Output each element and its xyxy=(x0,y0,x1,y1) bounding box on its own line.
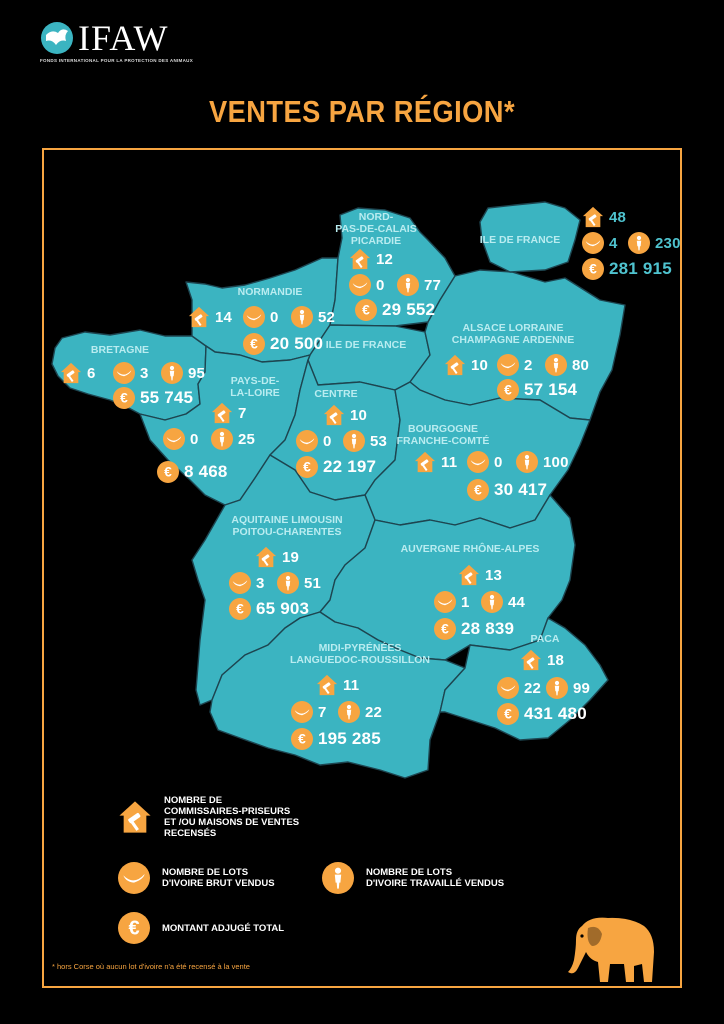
pdl-worked-lots-value: 25 xyxy=(238,430,256,448)
euro-icon xyxy=(296,456,318,478)
centre-worked-lots xyxy=(343,430,387,452)
gavel-house-icon xyxy=(582,206,604,228)
figurine-icon xyxy=(322,862,354,894)
page-title: VENTES PAR RÉGION* xyxy=(208,94,516,129)
aquitaine-raw-lots-value: 3 xyxy=(256,574,265,592)
centre-worked-lots-value: 53 xyxy=(370,432,388,450)
tusk-icon xyxy=(243,306,265,328)
normandie-auctioneers xyxy=(188,306,232,328)
region-label-idf: ILE DE FRANCE xyxy=(325,339,407,351)
bretagne-worked-lots xyxy=(161,362,205,384)
tusk-icon xyxy=(291,701,313,723)
auvergne-auctioneers-value: 13 xyxy=(485,566,503,584)
pdl-worked-lots xyxy=(211,428,255,450)
gavel-house-icon xyxy=(349,248,371,270)
pdl-raw-lots-value: 0 xyxy=(190,430,199,448)
gavel-house-icon xyxy=(323,404,345,426)
figurine-icon xyxy=(546,677,568,699)
gavel-house-icon xyxy=(414,451,436,473)
bretagne-total xyxy=(113,387,193,409)
idf-raw-lots xyxy=(582,232,618,254)
tusk-icon xyxy=(434,591,456,613)
midi-raw-lots xyxy=(291,701,327,723)
euro-icon xyxy=(497,703,519,725)
normandie-worked-lots xyxy=(291,306,335,328)
euro-icon xyxy=(291,728,313,750)
idf-worked-lots xyxy=(628,232,681,254)
legend-raw xyxy=(118,862,275,894)
legend-worked xyxy=(322,862,504,894)
centre-auctioneers-value: 10 xyxy=(350,406,368,424)
figurine-icon xyxy=(338,701,360,723)
bourgogne-auctioneers xyxy=(414,451,457,473)
aquitaine-auctioneers-value: 19 xyxy=(282,548,300,566)
midi-worked-lots xyxy=(338,701,382,723)
paca-raw-lots xyxy=(497,677,541,699)
region-label-bourgogne: BOURGOGNE FRANCHE-COMTÉ xyxy=(396,423,490,447)
normandie-total-value: 20 500 xyxy=(270,334,324,353)
region-label-normandie: NORMANDIE xyxy=(237,286,303,298)
aquitaine-raw-lots xyxy=(229,572,265,594)
euro-icon xyxy=(243,333,265,355)
pdl-auctioneers xyxy=(211,402,247,424)
idf-total-value: 281 915 xyxy=(609,259,672,278)
region-label-aquitaine: AQUITAINE LIMOUSIN POITOU-CHARENTES xyxy=(231,514,343,538)
bretagne-auctioneers xyxy=(60,362,96,384)
region-label-auvergne: AUVERGNE RHÔNE-ALPES xyxy=(400,543,540,555)
tusk-icon xyxy=(497,354,519,376)
gavel-house-icon xyxy=(118,800,152,834)
alsace-auctioneers xyxy=(444,354,488,376)
figurine-icon xyxy=(277,572,299,594)
figurine-icon xyxy=(545,354,567,376)
centre-auctioneers xyxy=(323,404,367,426)
idf-worked-lots-value: 230 xyxy=(655,234,681,252)
euro-icon xyxy=(497,379,519,401)
bretagne-raw-lots xyxy=(113,362,149,384)
gavel-house-icon xyxy=(211,402,233,424)
midi-total xyxy=(291,728,381,750)
bretagne-worked-lots-value: 95 xyxy=(188,364,206,382)
paca-total-value: 431 480 xyxy=(524,704,587,723)
alsace-total xyxy=(497,379,577,401)
auvergne-worked-lots-value: 44 xyxy=(508,593,526,611)
region-label-bretagne: BRETAGNE xyxy=(90,344,150,356)
auvergne-raw-lots xyxy=(434,591,470,613)
centre-raw-lots-value: 0 xyxy=(323,432,332,450)
region-label-paca: PACA xyxy=(530,633,560,645)
nord-raw-lots xyxy=(349,274,385,296)
gavel-house-icon xyxy=(444,354,466,376)
alsace-raw-lots-value: 2 xyxy=(524,356,533,374)
elephant-icon xyxy=(560,912,660,984)
logo-subtitle: FONDS INTERNATIONAL POUR LA PROTECTION DES ANIMAUX xyxy=(40,58,194,63)
figurine-icon xyxy=(628,232,650,254)
bretagne-raw-lots-value: 3 xyxy=(140,364,149,382)
paca-total xyxy=(497,703,587,725)
footnote: * hors Corse où aucun lot d'ivoire n'a été recensé à la vente xyxy=(52,962,250,971)
auvergne-total-value: 28 839 xyxy=(461,619,515,638)
nord-auctioneers xyxy=(349,248,393,270)
figurine-icon xyxy=(161,362,183,384)
region-label-idf-inset: ILE DE FRANCE xyxy=(479,234,561,246)
bourgogne-raw-lots xyxy=(467,451,503,473)
midi-total-value: 195 285 xyxy=(318,729,381,748)
logo-wordmark: IFAW xyxy=(78,18,169,58)
nord-auctioneers-value: 12 xyxy=(376,250,394,268)
bretagne-total-value: 55 745 xyxy=(140,388,194,407)
pdl-total-value: 8 468 xyxy=(184,462,228,481)
figurine-icon xyxy=(343,430,365,452)
normandie-worked-lots-value: 52 xyxy=(318,308,336,326)
bourgogne-auctioneers-value: 11 xyxy=(441,453,458,471)
legend-worked-label: NOMBRE DE LOTS D'IVOIRE TRAVAILLÉ VENDUS xyxy=(366,867,505,889)
idf-auctioneers xyxy=(582,206,626,228)
normandie-raw-lots-value: 0 xyxy=(270,308,279,326)
legend-auctioneers-label: NOMBRE DE COMMISSAIRES-PRISEURS ET /OU MAISONS DE VENTES RECENSÉS xyxy=(164,795,300,839)
tusk-icon xyxy=(229,572,251,594)
figurine-icon xyxy=(516,451,538,473)
aquitaine-auctioneers xyxy=(255,546,299,568)
idf-raw-lots-value: 4 xyxy=(609,234,618,252)
midi-auctioneers-value: 11 xyxy=(343,676,360,694)
centre-raw-lots xyxy=(296,430,332,452)
auvergne-auctioneers xyxy=(458,564,502,586)
pdl-auctioneers-value: 7 xyxy=(238,404,247,422)
midi-auctioneers xyxy=(316,674,359,696)
midi-worked-lots-value: 22 xyxy=(365,703,383,721)
alsace-auctioneers-value: 10 xyxy=(471,356,489,374)
paca-worked-lots xyxy=(546,677,590,699)
nord-raw-lots-value: 0 xyxy=(376,276,385,294)
gavel-house-icon xyxy=(188,306,210,328)
aquitaine-total-value: 65 903 xyxy=(256,599,310,618)
euro-icon xyxy=(582,258,604,280)
aquitaine-worked-lots-value: 51 xyxy=(304,574,322,592)
auvergne-total xyxy=(434,618,514,640)
paca-auctioneers xyxy=(520,649,564,671)
legend-auctioneers xyxy=(118,795,299,839)
auvergne-raw-lots-value: 1 xyxy=(461,593,470,611)
tusk-icon xyxy=(582,232,604,254)
bourgogne-total xyxy=(467,479,547,501)
idf-auctioneers-value: 48 xyxy=(609,208,627,226)
pdl-total xyxy=(157,461,228,483)
gavel-house-icon xyxy=(458,564,480,586)
aquitaine-worked-lots xyxy=(277,572,321,594)
tusk-icon xyxy=(349,274,371,296)
paca-worked-lots-value: 99 xyxy=(573,679,591,697)
normandie-raw-lots xyxy=(243,306,279,328)
legend-raw-label: NOMBRE DE LOTS D'IVOIRE BRUT VENDUS xyxy=(162,867,275,889)
gavel-house-icon xyxy=(520,649,542,671)
tusk-icon xyxy=(467,451,489,473)
region-label-pdl: PAYS-DE- LA-LOIRE xyxy=(230,375,280,399)
euro-icon xyxy=(113,387,135,409)
bretagne-auctioneers-value: 6 xyxy=(87,364,96,382)
centre-total-value: 22 197 xyxy=(323,457,377,476)
centre-total xyxy=(296,456,376,478)
tusk-icon xyxy=(163,428,185,450)
tusk-icon xyxy=(497,677,519,699)
figurine-icon xyxy=(397,274,419,296)
legend-total-label: MONTANT ADJUGÉ TOTAL xyxy=(162,922,285,934)
euro-icon xyxy=(355,299,377,321)
gavel-house-icon xyxy=(255,546,277,568)
bourgogne-worked-lots-value: 100 xyxy=(543,453,569,471)
euro-icon xyxy=(118,912,150,944)
region-label-midi: MIDI-PYRÉNÉES LANGUEDOC-ROUSSILLON xyxy=(290,642,430,666)
gavel-house-icon xyxy=(60,362,82,384)
figurine-icon xyxy=(211,428,233,450)
idf-total xyxy=(582,258,672,280)
alsace-worked-lots xyxy=(545,354,589,376)
bourgogne-total-value: 30 417 xyxy=(494,480,548,499)
tusk-icon xyxy=(296,430,318,452)
tusk-icon xyxy=(113,362,135,384)
paca-auctioneers-value: 18 xyxy=(547,651,565,669)
nord-worked-lots-value: 77 xyxy=(424,276,442,294)
paca-raw-lots-value: 22 xyxy=(524,679,542,697)
euro-icon xyxy=(157,461,179,483)
normandie-auctioneers-value: 14 xyxy=(215,308,233,326)
alsace-raw-lots xyxy=(497,354,533,376)
legend-total xyxy=(118,912,284,944)
alsace-worked-lots-value: 80 xyxy=(572,356,590,374)
euro-icon xyxy=(467,479,489,501)
region-label-alsace: ALSACE LORRAINE CHAMPAGNE ARDENNE xyxy=(451,322,575,346)
aquitaine-total xyxy=(229,598,309,620)
auvergne-worked-lots xyxy=(481,591,525,613)
euro-icon xyxy=(434,618,456,640)
gavel-house-icon xyxy=(316,674,338,696)
nord-total-value: 29 552 xyxy=(382,300,436,319)
tusk-icon xyxy=(118,862,150,894)
region-label-nord: NORD- PAS-DE-CALAIS PICARDIE xyxy=(335,211,417,247)
normandie-total xyxy=(243,333,323,355)
alsace-total-value: 57 154 xyxy=(524,380,578,399)
bourgogne-raw-lots-value: 0 xyxy=(494,453,503,471)
region-label-centre: CENTRE xyxy=(314,388,358,400)
midi-raw-lots-value: 7 xyxy=(318,703,327,721)
nord-total xyxy=(355,299,435,321)
pdl-raw-lots xyxy=(163,428,199,450)
figurine-icon xyxy=(481,591,503,613)
bourgogne-worked-lots xyxy=(516,451,569,473)
euro-icon xyxy=(229,598,251,620)
nord-worked-lots xyxy=(397,274,441,296)
figurine-icon xyxy=(291,306,313,328)
